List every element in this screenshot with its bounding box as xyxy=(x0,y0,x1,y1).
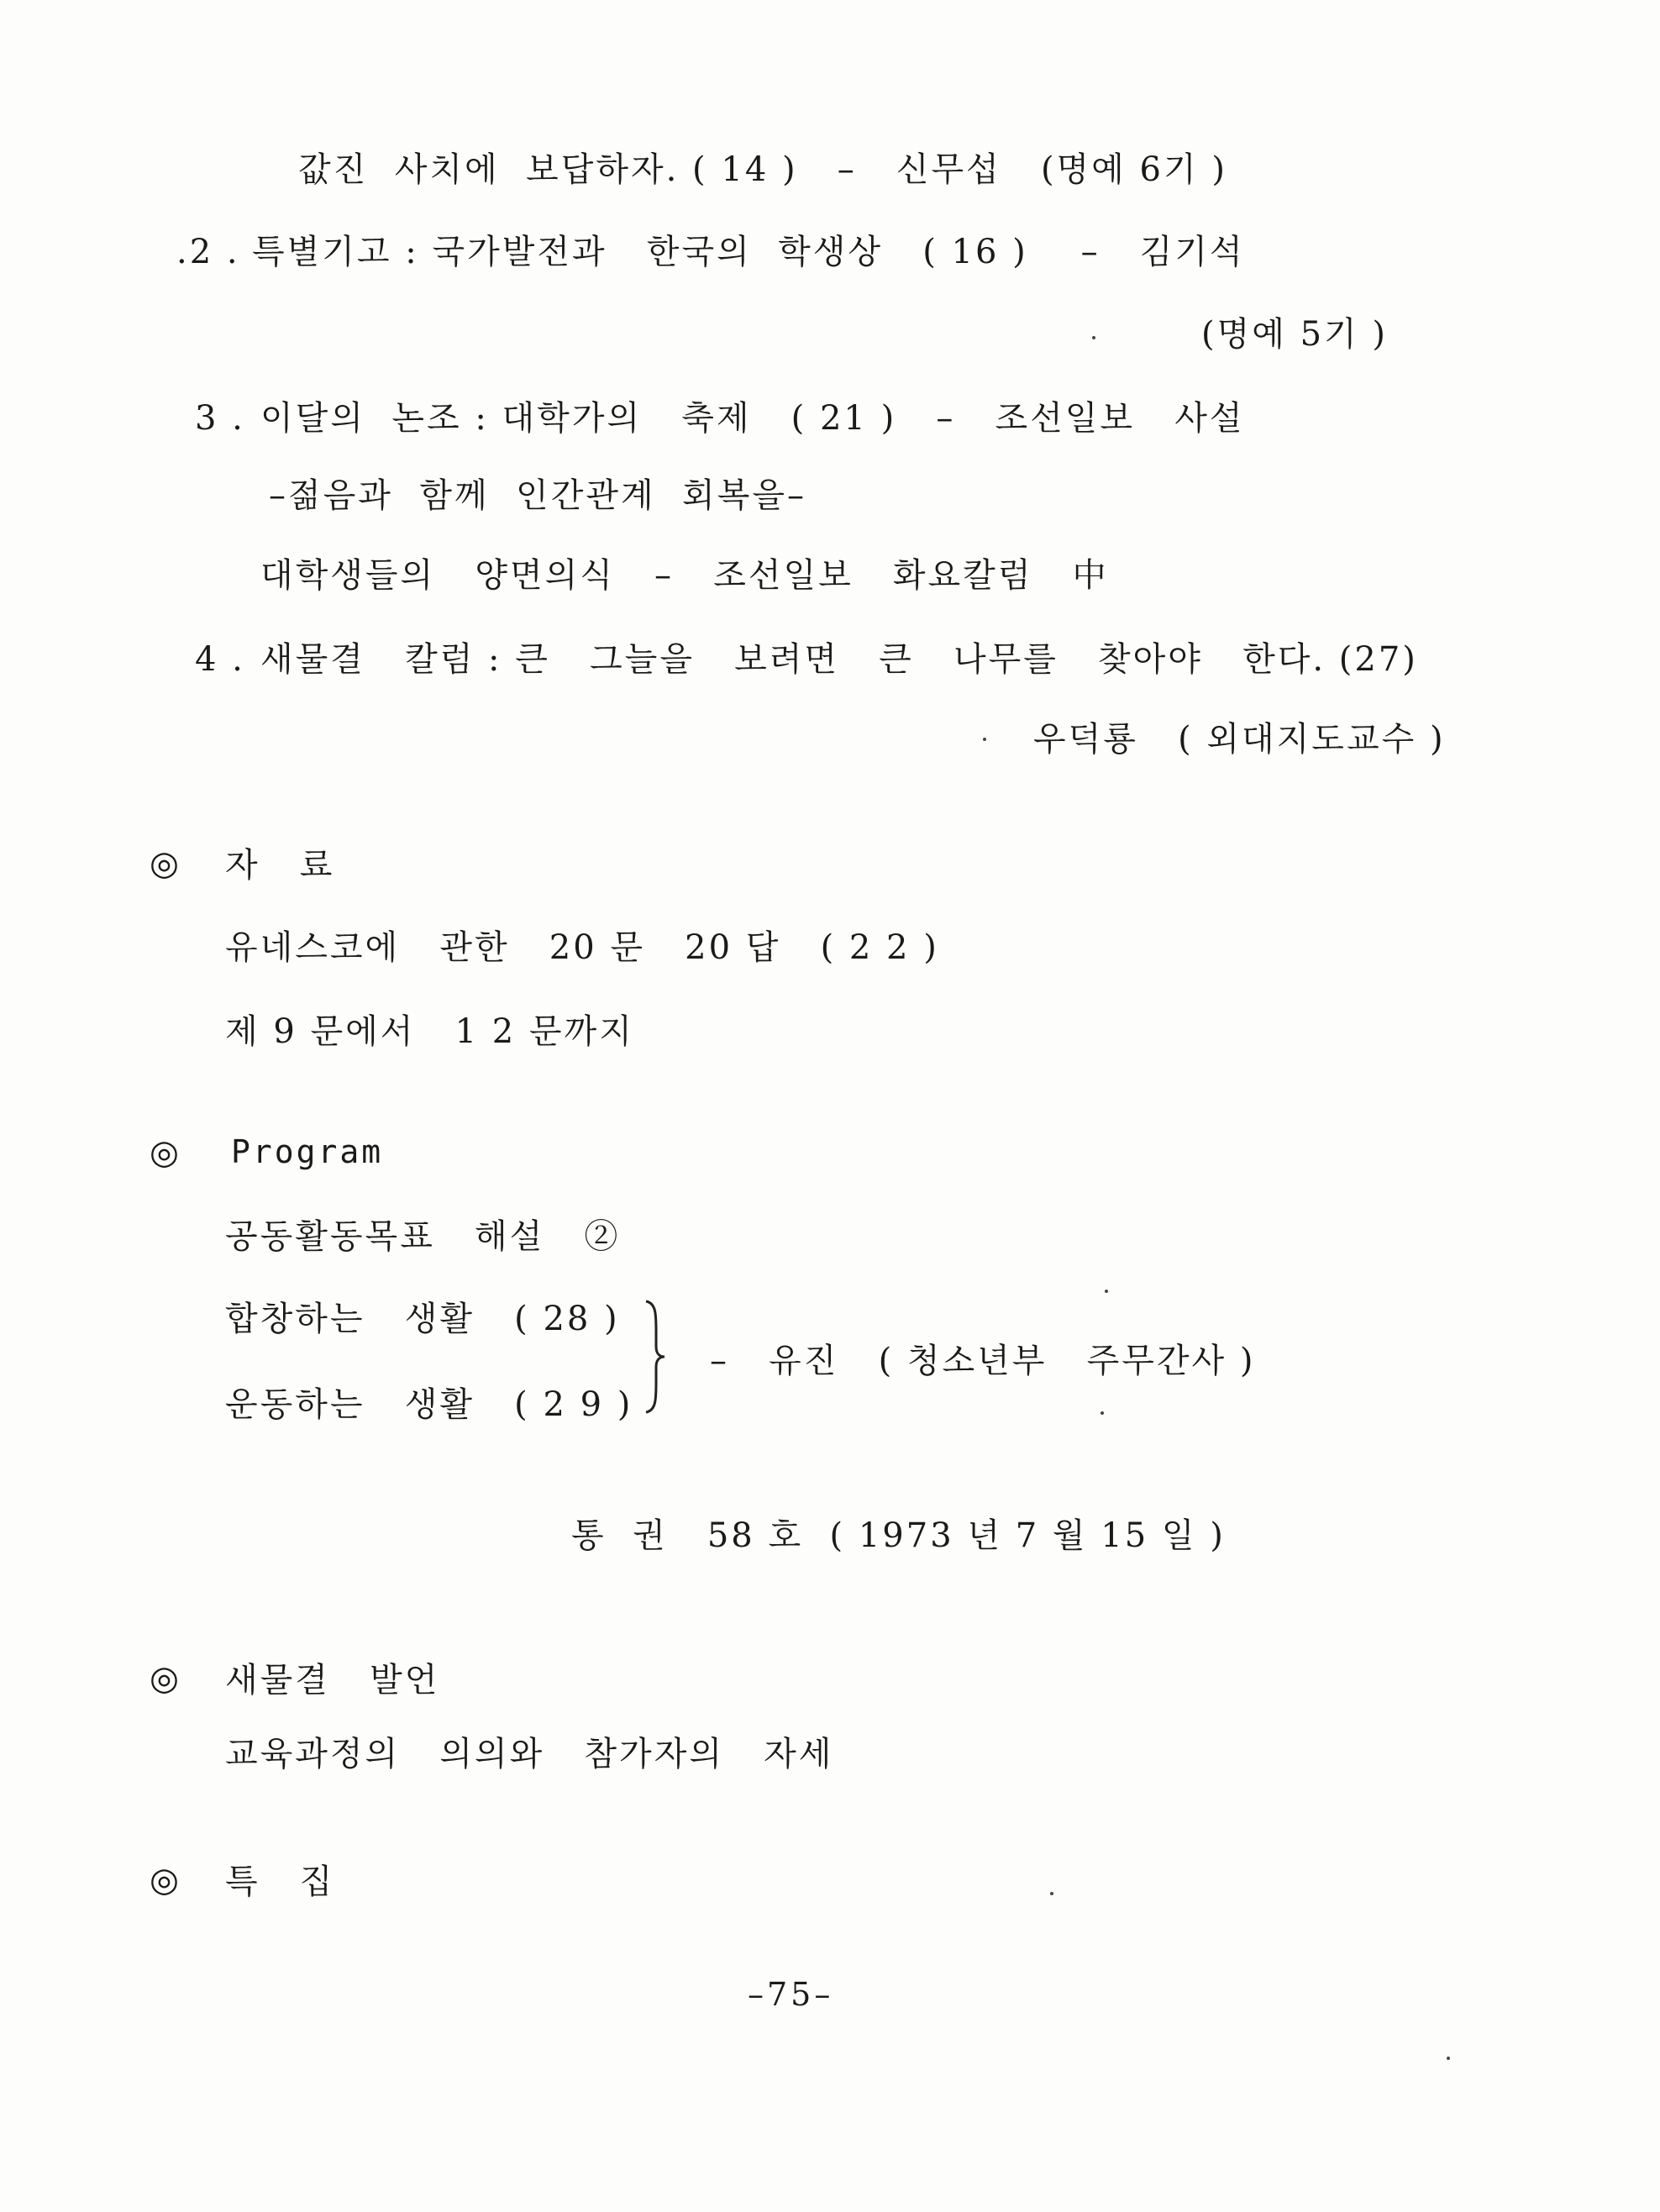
jaryo-item-2: 제 9 문에서 1 2 문까지 xyxy=(225,1012,634,1051)
section-title-program: Program xyxy=(231,1133,384,1170)
program-item-2: 합창하는 생활 ( 28 ) xyxy=(225,1300,620,1338)
scan-speck xyxy=(983,738,986,741)
program-item-3: 운동하는 생활 ( 2 9 ) xyxy=(225,1385,633,1424)
toc-line-5: –젊음과 함께 인간관계 회복을– xyxy=(269,476,806,515)
double-circle-icon: ◎ xyxy=(150,1659,179,1698)
toc-line-3: (명예 5기 ) xyxy=(1201,315,1389,354)
double-circle-icon: ◎ xyxy=(150,844,179,883)
page-number: –75– xyxy=(748,1976,834,2013)
toc-line-2: 특별기고 : 국가발전과 한국의 학생상 ( 16 ) – 김기석 xyxy=(252,233,1245,271)
item-number-2: .2 . xyxy=(176,233,240,271)
scan-speck xyxy=(1447,2057,1450,2060)
section-title-teukjip: 특 집 xyxy=(225,1863,335,1901)
section-title-jaryo: 자 료 xyxy=(225,846,335,885)
toc-line-6: 대학생들의 양면의식 – 조선일보 화요칼럼 中 xyxy=(260,556,1109,595)
toc-line-1: 값진 사치에 보답하자. ( 14 ) – 신무섭 (명예 6기 ) xyxy=(298,150,1227,189)
curly-brace-icon xyxy=(643,1298,668,1416)
toc-line-4: 이달의 논조 : 대학가의 축제 ( 21 ) – 조선일보 사설 xyxy=(260,399,1245,438)
program-item-1: 공동활동목표 해설 ② xyxy=(225,1217,621,1256)
scan-speck xyxy=(1050,1892,1053,1895)
scan-speck xyxy=(1105,1290,1108,1293)
issue-heading: 통 권 58 호 ( 1973 년 7 월 15 일 ) xyxy=(571,1516,1226,1555)
double-circle-icon: ◎ xyxy=(150,1861,179,1899)
item-number-4: 4 . xyxy=(195,640,245,679)
toc-line-8: 우덕룡 ( 외대지도교수 ) xyxy=(1033,720,1446,759)
saemulgyeol-item-1: 교육과정의 의의와 참가자의 자세 xyxy=(225,1735,834,1773)
scan-speck xyxy=(1101,1411,1104,1415)
section-title-saemulgyeol: 새물결 발언 xyxy=(225,1661,440,1700)
scan-speck xyxy=(1092,336,1095,339)
toc-line-7: 새물결 칼럼 : 큰 그늘을 보려면 큰 나무를 찾아야 한다. (27) xyxy=(260,640,1418,679)
jaryo-item-1: 유네스코에 관한 20 문 20 답 ( 2 2 ) xyxy=(225,928,939,967)
item-number-3: 3 . xyxy=(195,399,245,438)
double-circle-icon: ◎ xyxy=(150,1133,179,1172)
program-credit: – 유진 ( 청소년부 주무간사 ) xyxy=(710,1342,1256,1380)
